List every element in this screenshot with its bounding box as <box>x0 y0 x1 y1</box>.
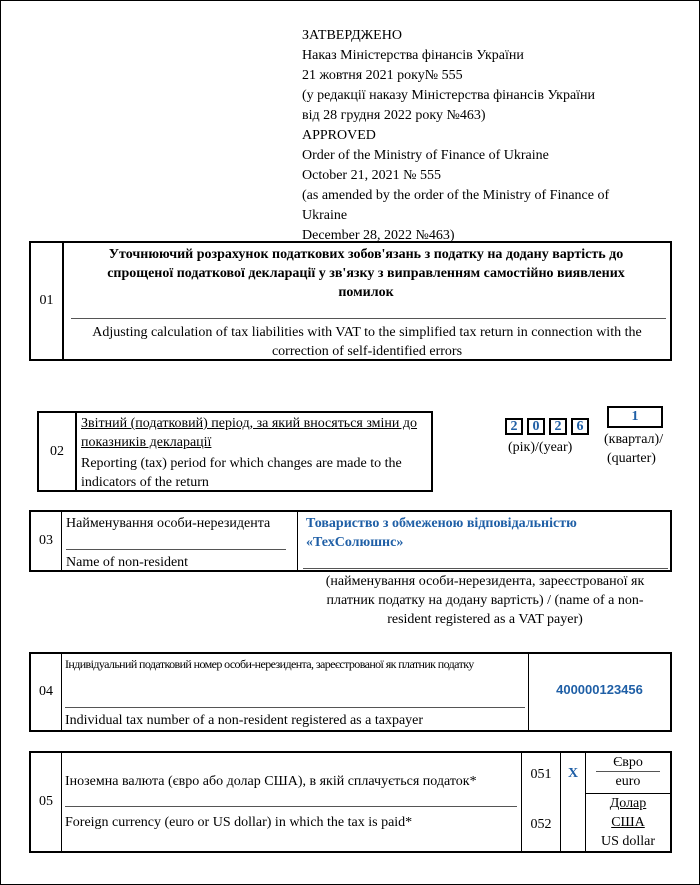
approval-line: December 28, 2022 №463) <box>302 228 455 243</box>
year-digit-cell[interactable]: 2 <box>549 418 567 435</box>
section-01-title-en: Adjusting calculation of tax liabilities with VAT to the simplified tax return in connection with the correction of self-identified errors <box>92 325 642 359</box>
approval-line: (as amended by the order of the Ministry of Finance of <box>302 188 610 203</box>
currency-code-usd: 052 <box>530 817 552 832</box>
approval-line: ЗАТВЕРДЖЕНО <box>302 28 402 43</box>
quarter-label-en: (quarter) <box>607 451 656 466</box>
section-number: 05 <box>39 794 53 809</box>
year-digit-cell[interactable]: 0 <box>527 418 545 435</box>
section-02-box <box>37 411 433 492</box>
period-label-en: Reporting (tax) period for which changes are made to the indicators of the return <box>81 456 402 490</box>
section-03-box <box>29 510 672 572</box>
approval-line: October 21, 2021 № 555 <box>302 168 441 183</box>
period-label-ua: Звітний (податковий) період, за який вносяться зміни до показників декларації <box>81 416 418 450</box>
usd-label-ua-1: Долар <box>609 796 647 811</box>
usd-label-ua-2: США <box>611 815 645 830</box>
tax-number-label-ua: Індивідуальний податковий номер особи-нерезидента, зареєстрованої як платник податку <box>65 657 474 671</box>
tax-number-label-en: Individual tax number of a non-resident registered as a taxpayer <box>65 713 424 728</box>
currency-label-ua: Іноземна валюта (євро або долар США), в якій сплачується податок* <box>65 774 477 789</box>
section-04-box <box>29 652 672 732</box>
approval-line: 21 жовтня 2021 року№ 555 <box>302 68 463 83</box>
section-number: 03 <box>39 533 53 548</box>
approval-line: Наказ Міністерства фінансів України <box>302 48 524 63</box>
section-01-box <box>29 241 672 361</box>
euro-label-en: euro <box>615 774 641 789</box>
section-number: 01 <box>39 293 54 308</box>
section-number: 02 <box>50 443 64 459</box>
euro-checkbox[interactable]: X <box>567 766 579 781</box>
approval-line: APPROVED <box>302 128 376 143</box>
approval-line: Order of the Ministry of Finance of Ukraine <box>302 148 549 163</box>
usd-label-en: US dollar <box>600 834 656 849</box>
year-digit-cell[interactable]: 2 <box>505 418 523 435</box>
section-number: 04 <box>39 684 53 699</box>
year-label: (рік)/(year) <box>508 440 573 455</box>
quarter-cell[interactable]: 1 <box>607 406 663 428</box>
approval-line: від 28 грудня 2022 року №463) <box>302 108 486 123</box>
euro-label-ua: Євро <box>613 755 643 770</box>
section-01-title-ua: Уточнюючий розрахунок податкових зобов'язань з податку на додану вартість до спрощеної податкової декларації у зв'язку з виправленням самостійно виявлених помилок <box>107 247 625 300</box>
quarter-label-ua: (квартал)/ <box>604 432 664 447</box>
approval-line: Ukraine <box>302 208 348 223</box>
nonresident-name-value[interactable]: Товариство з обмеженою відповідальністю «ТехСолюшнс» <box>306 516 577 550</box>
nonresident-name-note: (найменування особи-нерезидента, зареєстрованої як платник податку на додану вартість) / (name of a non-resident registered as a VAT payer) <box>325 574 645 627</box>
year-digit-cell[interactable]: 6 <box>571 418 589 435</box>
approval-line: (у редакції наказу Міністерства фінансів України <box>302 88 596 103</box>
section-05-box <box>29 751 672 853</box>
tax-number-value[interactable]: 400000123456 <box>556 682 643 697</box>
nonresident-name-label-en: Name of non-resident <box>66 555 189 570</box>
currency-label-en: Foreign currency (euro or US dollar) in which the tax is paid* <box>65 815 413 830</box>
nonresident-name-label-ua: Найменування особи-нерезидента <box>66 516 271 531</box>
currency-code-euro: 051 <box>530 767 552 782</box>
approval-block <box>302 26 662 246</box>
